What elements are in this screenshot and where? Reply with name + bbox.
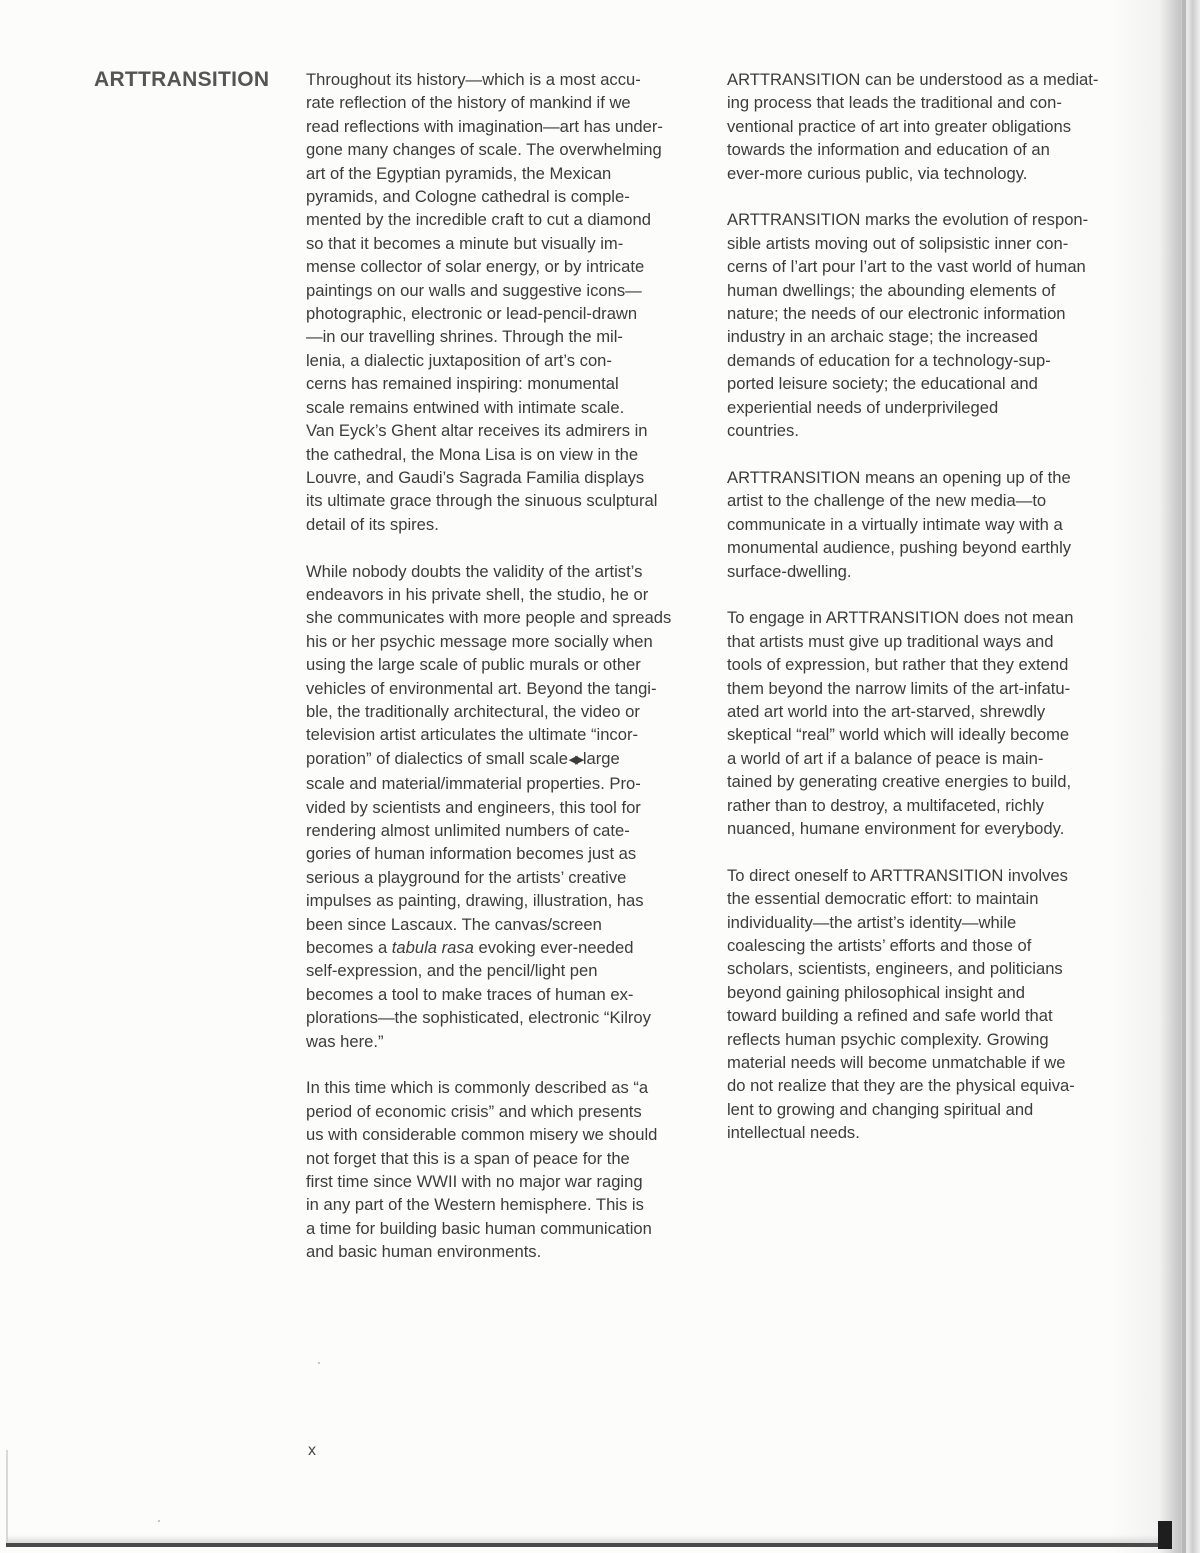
- text-line: that artists must give up traditional ways and: [727, 631, 1054, 651]
- text-line: Louvre, and Gaudi’s Sagrada Familia displays: [306, 467, 645, 487]
- text-line: ing process that leads the traditional and con-: [727, 93, 1062, 113]
- text-line: nature; the needs of our electronic information: [727, 304, 1066, 324]
- text-line: plorations—the sophisticated, electronic “Kilroy: [306, 1008, 651, 1028]
- text-line: scale and material/immaterial properties. Pro-: [306, 774, 641, 794]
- text-line: vehicles of environmental art. Beyond the tangi-: [306, 678, 657, 698]
- text-line: rather than to destroy, a multifaceted, richly: [727, 795, 1044, 815]
- text-line: ARTTRANSITION means an opening up of the: [727, 467, 1071, 487]
- text-line: In this time which is commonly described as “a: [306, 1078, 649, 1098]
- text-line: she communicates with more people and spreads: [306, 608, 672, 628]
- text-line: ventional practice of art into greater obligations: [727, 116, 1072, 136]
- text-line: beyond gaining philosophical insight and: [727, 982, 1025, 1002]
- right-text-column: [727, 68, 1139, 1168]
- text-line: gone many changes of scale. The overwhelming: [306, 140, 662, 160]
- text-line: demands of education for a technology-sup-: [727, 350, 1051, 370]
- text-line: skeptical “real” world which will ideally become: [727, 725, 1070, 745]
- text-line: While nobody doubts the validity of the artist’s: [306, 561, 643, 581]
- scan-speck: [158, 1520, 160, 1522]
- text-line: material needs will become unmatchable if we: [727, 1053, 1066, 1072]
- text-line: detail of its spires.: [306, 514, 439, 534]
- binding-edge: [1182, 0, 1186, 1553]
- text-line: read reflections with imagination—art has under-: [306, 116, 663, 136]
- text-line: and basic human environments.: [306, 1242, 542, 1262]
- text-line: rendering almost unlimited numbers of cate-: [306, 820, 630, 840]
- page-bottom-edge: [6, 1543, 1160, 1547]
- paragraph-economic-crisis: [306, 1076, 716, 1263]
- text-line: in any part of the Western hemisphere. This is: [306, 1195, 644, 1215]
- text-line: To engage in ARTTRANSITION does not mean: [727, 608, 1074, 628]
- text-line: ble, the traditionally architectural, the video or: [306, 701, 640, 721]
- text-line: becomes a tool to make traces of human ex-: [306, 984, 634, 1004]
- text-line: industry in an archaic stage; the increased: [727, 327, 1038, 347]
- text-line: human dwellings; the abounding elements of: [727, 280, 1056, 300]
- text-line: ARTTRANSITION marks the evolution of respon-: [727, 210, 1089, 230]
- text-line: To direct oneself to ARTTRANSITION involves: [727, 865, 1068, 885]
- text-line: so that it becomes a minute but visually im-: [306, 233, 624, 253]
- text-line: impulses as painting, drawing, illustration, has: [306, 891, 644, 911]
- text-line: Throughout its history—which is a most accu-: [306, 70, 641, 89]
- left-text-column: [306, 68, 716, 1287]
- text-line: tained by generating creative energies to build,: [727, 772, 1072, 792]
- text-line: the essential democratic effort: to maintain: [727, 889, 1039, 909]
- text-line: mented by the incredible craft to cut a diamond: [306, 210, 651, 230]
- text-line: scholars, scientists, engineers, and politicians: [727, 959, 1063, 979]
- text-line: cerns of l’art pour l’art to the vast world of human: [727, 257, 1086, 277]
- text-line: first time since WWII with no major war raging: [306, 1172, 643, 1192]
- text-line: mense collector of solar energy, or by intricate: [306, 257, 645, 277]
- text-line: Van Eyck’s Ghent altar receives its admirers in: [306, 421, 648, 441]
- text-line: period of economic crisis” and which presents: [306, 1101, 642, 1121]
- text-line: towards the information and education of an: [727, 140, 1050, 160]
- paragraph-engage: [727, 606, 1139, 840]
- text-line: them beyond the narrow limits of the art-infatu-: [727, 678, 1071, 698]
- text-line: surface-dwelling.: [727, 561, 852, 581]
- text-line: a time for building basic human communication: [306, 1218, 652, 1238]
- text-line: photographic, electronic or lead-pencil-drawn: [306, 304, 638, 324]
- text-line: gories of human information becomes just as: [306, 844, 637, 864]
- text-line: was here.”: [306, 1031, 384, 1051]
- text-line: coalescing the artists’ efforts and those of: [727, 935, 1032, 955]
- text-line: lenia, a dialectic juxtaposition of art’s con-: [306, 350, 612, 370]
- text-line: lent to growing and changing spiritual and: [727, 1099, 1034, 1119]
- double-arrow-icon: ◀▶: [568, 753, 582, 766]
- text-line: endeavors in his private shell, the studio, he or: [306, 584, 649, 604]
- text-line: tools of expression, but rather that they extend: [727, 655, 1069, 675]
- text-line: ever-more curious public, via technology.: [727, 163, 1028, 183]
- text-line: countries.: [727, 421, 799, 441]
- text-line: communicate in a virtually intimate way with a: [727, 514, 1063, 534]
- text-line: toward building a refined and safe world that: [727, 1006, 1053, 1026]
- text-line: vided by scientists and engineers, this tool for: [306, 797, 641, 817]
- text-line: becomes a tabula rasa evoking ever-needed: [306, 938, 634, 958]
- paragraph-new-media: [727, 466, 1139, 583]
- text-line: a world of art if a balance of peace is main-: [727, 748, 1044, 768]
- page-bottom-shadow: [6, 1535, 1160, 1543]
- text-line: poration” of dialectics of small scale◀▶large: [306, 748, 620, 768]
- italic-term: tabula rasa: [391, 938, 474, 958]
- text-line: self-expression, and the pencil/light pen: [306, 961, 598, 981]
- text-line: individuality—the artist’s identity—while: [727, 912, 1017, 932]
- text-line: us with considerable common misery we should: [306, 1125, 658, 1145]
- page-corner-shadow: [1158, 1521, 1172, 1549]
- text-line: ARTTRANSITION can be understood as a mediat-: [727, 70, 1099, 89]
- paragraph-direct-oneself: [727, 864, 1139, 1145]
- paragraph-history-of-scale: [306, 68, 716, 536]
- section-title: ARTTRANSITION: [94, 68, 270, 91]
- text-line: his or her psychic message more socially when: [306, 631, 653, 651]
- text-line: scale remains entwined with intimate scale.: [306, 397, 625, 417]
- text-line: using the large scale of public murals or other: [306, 655, 641, 675]
- text-line: been since Lascaux. The canvas/screen: [306, 914, 602, 934]
- text-line: paintings on our walls and suggestive icons—: [306, 280, 642, 300]
- text-line: art of the Egyptian pyramids, the Mexican: [306, 163, 612, 183]
- text-line: its ultimate grace through the sinuous sculptural: [306, 491, 658, 511]
- text-line: serious a playground for the artists’ creative: [306, 867, 627, 887]
- scan-speck: [318, 1362, 320, 1364]
- text-line: experiential needs of underprivileged: [727, 397, 999, 417]
- text-line: —in our travelling shrines. Through the mil-: [306, 327, 623, 347]
- text-line: pyramids, and Cologne cathedral is comple-: [306, 187, 630, 207]
- text-line: nuanced, humane environment for everybody.: [727, 818, 1065, 838]
- text-line: television artist articulates the ultimate “incor-: [306, 725, 639, 745]
- text-line: reflects human psychic complexity. Growing: [727, 1029, 1049, 1049]
- text-line: artist to the challenge of the new media—to: [727, 491, 1047, 511]
- text-line: not forget that this is a span of peace for the: [306, 1148, 630, 1168]
- text-line: sible artists moving out of solipsistic inner con-: [727, 233, 1069, 253]
- text-line: ported leisure society; the educational and: [727, 374, 1038, 394]
- text-line: do not realize that they are the physical equiva-: [727, 1076, 1075, 1096]
- page-number: x: [308, 1442, 316, 1459]
- paragraph-evolution: [727, 208, 1139, 442]
- text-line: intellectual needs.: [727, 1123, 860, 1143]
- page-left-edge: [6, 1450, 8, 1545]
- paragraph-mediating-process: [727, 68, 1139, 185]
- text-line: monumental audience, pushing beyond earthly: [727, 538, 1072, 558]
- text-line: ated art world into the art-starved, shrewdly: [727, 701, 1046, 721]
- paragraph-artist-scale: [306, 560, 716, 1054]
- text-line: the cathedral, the Mona Lisa is on view in the: [306, 444, 639, 464]
- text-line: rate reflection of the history of mankind if we: [306, 93, 631, 113]
- text-line: cerns has remained inspiring: monumental: [306, 374, 619, 394]
